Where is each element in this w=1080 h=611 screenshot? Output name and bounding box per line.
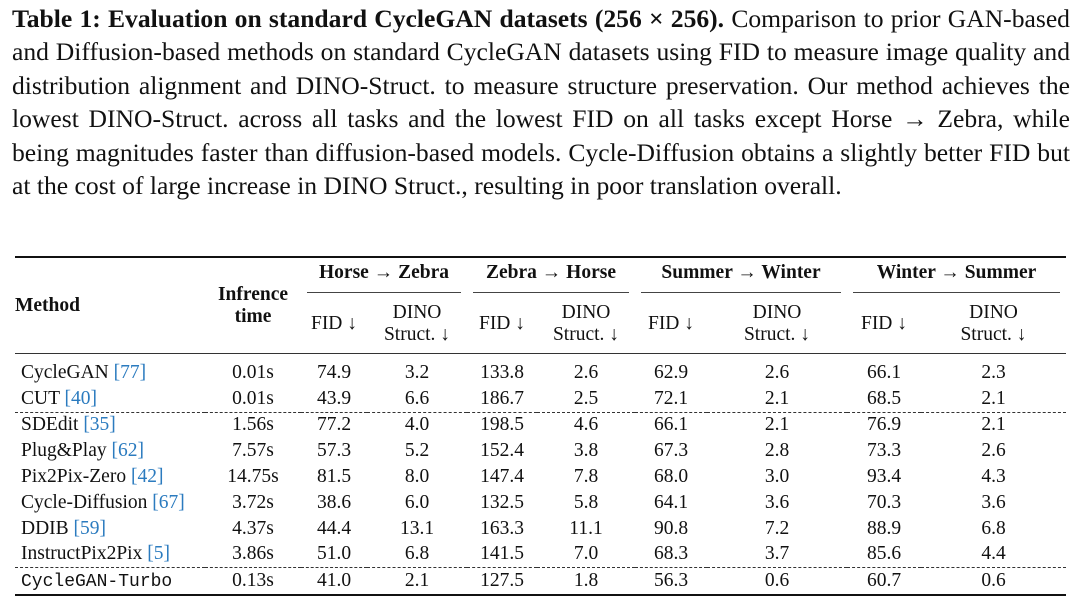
header-dino: DINO Struct. ↓ [743, 301, 811, 345]
fid-cell: 147.4 [480, 466, 524, 488]
citation-link[interactable]: [5] [147, 543, 170, 565]
method-name: CycleGAN [21, 361, 109, 383]
dino-struct-cell: 2.6 [764, 361, 790, 383]
dino-struct-cell: 3.6 [981, 491, 1006, 513]
fid-cell: 51.0 [316, 543, 352, 565]
method-name: SDEdit [21, 414, 79, 436]
inference-time-cell: 14.75s [227, 466, 279, 488]
caption-body: Comparison to prior GAN-based and Diffusion-based methods on standard CycleGAN datasets using FID to measure image quality and distribution alignment and DINO-Struct. to measure structure preservation. Our method achieves the lowest DINO-Struct. across all tasks and the lowest FID on all tasks except Horse → Zebra, while being magnitudes faster than diffusion-based models. Cycle-Diffusion obtains a slightly better FID but at the cost of large increase in DINO Struct., resulting in poor translation overall. [12, 4, 1070, 201]
method-name-cell [15, 516, 205, 542]
dino-struct-cell: 8.0 [404, 466, 430, 488]
dino-struct-cell: 4.3 [981, 466, 1006, 488]
method-name-cell [15, 412, 205, 438]
header-dino: DINO Struct. ↓ [552, 301, 620, 345]
dino-struct-cell: 4.4 [981, 543, 1006, 565]
fid-cell: 70.3 [866, 491, 902, 513]
dino-struct-cell: 1.8 [537, 568, 635, 595]
header-fid: FID ↓ [310, 312, 358, 334]
dino-struct-cell: 2.8 [764, 440, 790, 462]
dino-struct-cell: 5.2 [404, 440, 430, 462]
fid-cell: 74.9 [316, 361, 352, 383]
method-name: Plug&Play [21, 440, 107, 462]
dino-struct-cell: 6.6 [404, 387, 430, 409]
dino-struct-cell: 4.6 [537, 412, 635, 438]
citation-link[interactable]: [77] [113, 361, 147, 383]
inference-time-cell: 3.72s [232, 491, 274, 513]
table-row [15, 438, 1066, 464]
fid-cell: 85.6 [866, 543, 902, 565]
dino-struct-cell: 0.6 [707, 568, 847, 595]
dino-struct-cell: 2.1 [981, 387, 1006, 409]
fid-cell: 68.5 [866, 387, 902, 409]
dino-struct-cell: 6.8 [981, 517, 1006, 539]
table-body [15, 354, 1066, 595]
dino-struct-cell: 3.6 [764, 491, 790, 513]
header-dino: DINO Struct. ↓ [383, 301, 451, 345]
inference-time-cell: 4.37s [232, 517, 274, 539]
dino-struct-cell: 6.0 [404, 491, 430, 513]
method-name-cell [15, 386, 205, 412]
method-name-cell [15, 464, 205, 490]
dino-struct-cell: 7.0 [573, 543, 599, 565]
fid-cell: 186.7 [480, 387, 524, 409]
fid-cell: 62.9 [653, 361, 689, 383]
inference-time-cell: 0.01s [232, 361, 274, 383]
caption-title: Evaluation on standard CycleGAN datasets (256 × 256). [107, 4, 725, 33]
citation-link[interactable]: [35] [83, 414, 116, 436]
dino-struct-cell: 2.1 [707, 412, 847, 438]
method-name: Cycle-Diffusion [21, 491, 148, 513]
method-name: CUT [21, 387, 60, 409]
fid-cell: 44.4 [316, 517, 352, 539]
results-table [15, 256, 1066, 596]
fid-cell: 132.5 [480, 491, 524, 513]
table-row [15, 464, 1066, 490]
inference-time-cell: 3.86s [232, 543, 274, 565]
citation-link[interactable]: [59] [73, 517, 107, 539]
fid-cell: 68.3 [653, 543, 689, 565]
fid-cell: 68.0 [653, 466, 689, 488]
citation-link[interactable]: [40] [64, 387, 98, 409]
inference-time-cell: 1.56s [205, 412, 301, 438]
citation-link[interactable]: [67] [152, 491, 185, 513]
fid-cell: 88.9 [866, 517, 902, 539]
header-fid: FID ↓ [860, 312, 908, 334]
citation-link[interactable]: [42] [130, 466, 164, 488]
fid-cell: 67.3 [653, 440, 689, 462]
table-row [15, 516, 1066, 542]
fid-cell: 93.4 [866, 466, 902, 488]
table-row [15, 354, 1066, 386]
fid-cell: 57.3 [316, 440, 352, 462]
fid-cell: 133.8 [480, 361, 524, 383]
header-inference-time: Infrence time [217, 283, 289, 327]
fid-cell: 43.9 [316, 387, 352, 409]
fid-cell: 60.7 [847, 568, 921, 595]
header-group-zebra-horse: Zebra → Horse [467, 258, 635, 294]
fid-cell: 66.1 [635, 412, 707, 438]
method-name: CycleGAN-Turbo [21, 572, 173, 593]
dino-struct-cell: 2.6 [981, 440, 1006, 462]
inference-time-cell: 0.01s [232, 387, 274, 409]
dino-struct-cell: 4.0 [367, 412, 467, 438]
table-caption [12, 2, 1070, 202]
dino-struct-cell: 3.7 [764, 543, 790, 565]
dino-struct-cell: 2.1 [367, 568, 467, 595]
fid-cell: 38.6 [316, 491, 352, 513]
fid-cell: 152.4 [480, 440, 524, 462]
method-name-cell [15, 568, 205, 595]
dino-struct-cell: 7.8 [573, 466, 599, 488]
dino-struct-cell: 2.1 [921, 412, 1066, 438]
fid-cell: 127.5 [467, 568, 537, 595]
dino-struct-cell: 5.8 [573, 491, 599, 513]
header-fid: FID ↓ [647, 312, 695, 334]
method-name-cell [15, 542, 205, 568]
dino-struct-cell: 13.1 [399, 517, 435, 539]
citation-link[interactable]: [62] [111, 440, 144, 462]
fid-cell: 198.5 [467, 412, 537, 438]
dino-struct-cell: 2.3 [981, 361, 1006, 383]
header-method: Method [15, 294, 80, 316]
caption-label: Table 1: [12, 4, 101, 33]
table-row [15, 386, 1066, 412]
fid-cell: 73.3 [866, 440, 902, 462]
fid-cell: 163.3 [480, 517, 524, 539]
fid-cell: 81.5 [316, 466, 352, 488]
method-name: Pix2Pix-Zero [21, 466, 127, 488]
header-group-horse-zebra: Horse → Zebra [301, 258, 467, 294]
fid-cell: 76.9 [847, 412, 921, 438]
inference-time-cell: 7.57s [232, 440, 274, 462]
dino-struct-cell: 3.8 [573, 440, 599, 462]
fid-cell: 56.3 [635, 568, 707, 595]
fid-cell: 64.1 [653, 491, 689, 513]
table-row [15, 490, 1066, 516]
inference-time-cell: 0.13s [205, 568, 301, 595]
dino-struct-cell: 7.2 [764, 517, 790, 539]
method-name-cell [15, 438, 205, 464]
fid-cell: 72.1 [653, 387, 689, 409]
table-row [15, 542, 1066, 568]
dino-struct-cell: 3.0 [764, 466, 790, 488]
fid-cell: 41.0 [301, 568, 367, 595]
header-group-winter-summer: Winter → Summer [847, 258, 1066, 294]
dino-struct-cell: 11.1 [569, 517, 603, 539]
table-row [15, 412, 1066, 438]
fid-cell: 77.2 [301, 412, 367, 438]
method-name-cell [15, 354, 205, 386]
dino-struct-cell: 2.1 [764, 387, 790, 409]
dino-struct-cell: 3.2 [404, 361, 430, 383]
dino-struct-cell: 0.6 [921, 568, 1066, 595]
header-dino: DINO Struct. ↓ [960, 301, 1027, 345]
fid-cell: 66.1 [866, 361, 902, 383]
dino-struct-cell: 6.8 [404, 543, 430, 565]
dino-struct-cell: 2.5 [573, 387, 599, 409]
dino-struct-cell: 2.6 [573, 361, 599, 383]
method-name: InstructPix2Pix [21, 543, 143, 565]
header-fid: FID ↓ [478, 312, 526, 334]
method-name-cell [15, 490, 205, 516]
header-group-summer-winter: Summer → Winter [635, 258, 847, 294]
method-name: DDIB [21, 517, 69, 539]
fid-cell: 90.8 [653, 517, 689, 539]
fid-cell: 141.5 [480, 543, 524, 565]
table-row [15, 568, 1066, 595]
